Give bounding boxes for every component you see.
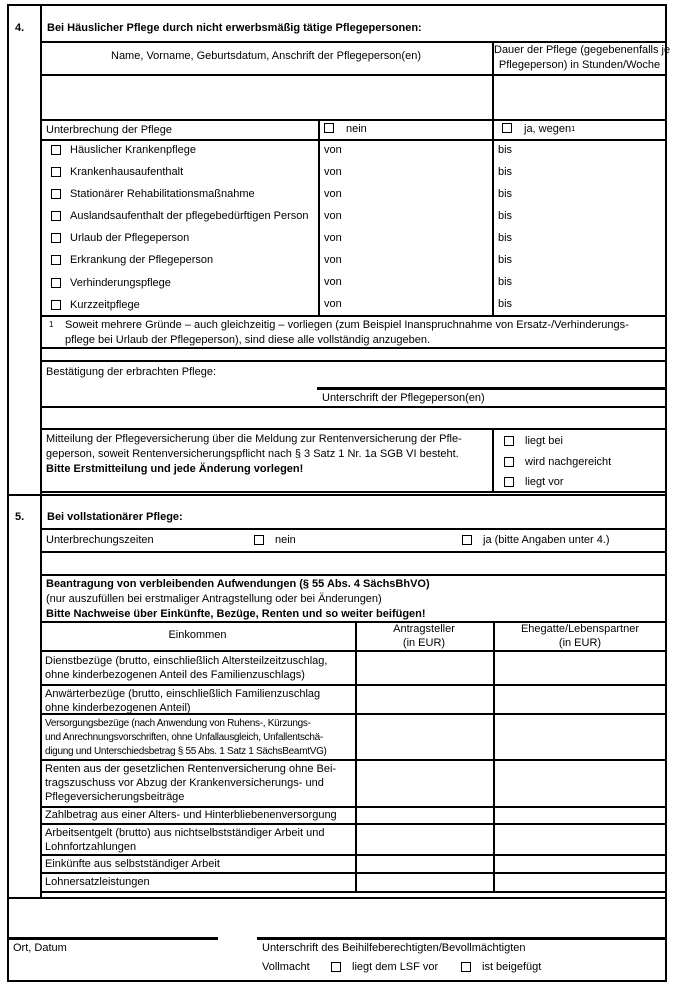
bis-field-7[interactable]: [494, 295, 665, 315]
bis-label: bis: [498, 232, 513, 244]
footnote-ref: 1: [571, 124, 576, 133]
footnote-line2: pflege bei Urlaub der Pflegeperson), sind diese alle vollständig anzugeben.: [65, 334, 431, 346]
applicant-amount-1[interactable]: [357, 686, 491, 712]
von-field-7[interactable]: [320, 295, 490, 315]
care-duration-entry-field[interactable]: [495, 77, 665, 117]
spouse-amount-7[interactable]: [495, 874, 665, 891]
application-subtitle: (nur auszufüllen bei erstmaliger Antragstellung oder bei Änderungen): [46, 593, 382, 605]
applicant-column-header-line2: (in EUR): [402, 637, 446, 649]
income-row-5-line2: Lohnfortzahlungen: [45, 841, 137, 853]
section5-yes-label: ja (bitte Angaben unter 4.): [483, 534, 610, 546]
bis-field-3[interactable]: [494, 207, 665, 228]
bis-label: bis: [498, 298, 513, 310]
income-row-4-line1: Zahlbetrag aus einer Alters- und Hinterbliebenenversorgung: [45, 809, 337, 821]
poa-attached-checkbox[interactable]: [461, 962, 471, 972]
reason-checkbox-4[interactable]: [51, 233, 61, 243]
bis-label: bis: [498, 188, 513, 200]
reason-label-0: Häuslicher Krankenpflege: [70, 144, 196, 156]
beneficiary-signature-field[interactable]: [259, 901, 664, 935]
reason-checkbox-3[interactable]: [51, 211, 61, 221]
bis-label: bis: [498, 276, 513, 288]
interruption-no-label: nein: [346, 123, 367, 135]
duration-column-header-line1: Dauer der Pflege (gegebenenfalls je: [494, 44, 671, 56]
interruption-yes-cell[interactable]: [494, 120, 665, 139]
interruption-no-cell[interactable]: [320, 120, 490, 139]
poa-lsf-checkbox[interactable]: [331, 962, 341, 972]
spouse-amount-4[interactable]: [495, 808, 665, 822]
notification-liegt-bei-checkbox[interactable]: [504, 436, 514, 446]
place-date-line: [7, 937, 218, 940]
reason-checkbox-1[interactable]: [51, 167, 61, 177]
income-row-1-line2: ohne kinderbezogenen Anteil): [45, 702, 191, 714]
divider-line: [40, 74, 667, 76]
section-divider-line: [7, 494, 667, 496]
applicant-amount-4[interactable]: [357, 808, 491, 822]
bis-field-0[interactable]: [494, 141, 665, 162]
bis-field-5[interactable]: [494, 251, 665, 272]
bis-field-4[interactable]: [494, 229, 665, 250]
section5-number: 5.: [15, 511, 25, 523]
reason-label-6: Verhinderungspflege: [70, 277, 171, 289]
notification-option-2: liegt vor: [525, 476, 564, 488]
von-label: von: [324, 144, 342, 156]
income-row-2-line3: digung und Unterschiedsbetrag § 55 Abs. 1 Satz 1 SächsBeamtVG): [45, 746, 327, 757]
section5-interruption-label: Unterbrechungszeiten: [46, 534, 154, 546]
income-row-3-line2: tragszuschuss vor Abzug der Krankenversicherungs- und: [45, 777, 324, 789]
interruption-no-checkbox[interactable]: [324, 123, 334, 133]
spouse-amount-6[interactable]: [495, 856, 665, 871]
applicant-column-header-line1: Antragsteller: [393, 623, 455, 635]
spouse-amount-1[interactable]: [495, 686, 665, 712]
applicant-amount-2[interactable]: [357, 715, 491, 758]
bis-field-2[interactable]: [494, 185, 665, 206]
income-column-header: Einkommen: [168, 629, 227, 641]
income-row-5-line1: Arbeitsentgelt (brutto) aus nichtselbstständiger Arbeit und: [45, 827, 325, 839]
interruption-yes-checkbox[interactable]: [502, 123, 512, 133]
divider-line: [40, 315, 667, 317]
income-row-0-line2: ohne kinderbezogenen Anteil des Familienzuschlags): [45, 669, 305, 681]
notification-liegt-vor-checkbox[interactable]: [504, 477, 514, 487]
reason-checkbox-7[interactable]: [51, 300, 61, 310]
spouse-amount-5[interactable]: [495, 825, 665, 853]
spouse-column-header-line1: Ehegatte/Lebenspartner: [520, 623, 640, 635]
income-row-3-line3: Pflegeversicherungsbeiträge: [45, 791, 185, 803]
bis-label: bis: [498, 166, 513, 178]
duration-column-header-line2: Pflegeperson) in Stunden/Woche: [498, 59, 661, 71]
confirmation-signature-label: Unterschrift der Pflegeperson(en): [322, 392, 485, 404]
von-label: von: [324, 188, 342, 200]
income-row-3-line1: Renten aus der gesetzlichen Rentenversicherung ohne Bei-: [45, 763, 337, 775]
notification-emphasis: Bitte Erstmitteilung und jede Änderung vorlegen!: [46, 463, 304, 475]
notification-nachgereicht-checkbox[interactable]: [504, 457, 514, 467]
divider-line: [40, 528, 667, 530]
bis-label: bis: [498, 210, 513, 222]
von-field-3[interactable]: [320, 207, 490, 228]
section5-no-checkbox[interactable]: [254, 535, 264, 545]
application-note: Bitte Nachweise über Einkünfte, Bezüge, Renten und so weiter beifügen!: [46, 608, 426, 620]
bis-field-6[interactable]: [494, 273, 665, 294]
name-column-header: Name, Vorname, Geburtsdatum, Anschrift der Pflegeperson(en): [111, 50, 421, 62]
reason-label-2: Stationärer Rehabilitationsmaßnahme: [70, 188, 255, 200]
von-label: von: [324, 276, 342, 288]
reason-label-3: Auslandsaufenthalt der pflegebedürftigen Person: [70, 210, 309, 222]
reason-label-1: Krankenhausaufenthalt: [70, 166, 184, 178]
section5-title: Bei vollstationärer Pflege:: [47, 511, 183, 523]
application-title: Beantragung von verbleibenden Aufwendungen (§ 55 Abs. 4 SächsBhVO): [46, 578, 430, 590]
confirmation-signature-area[interactable]: [319, 363, 663, 385]
income-row-6-line1: Einkünfte aus selbstständiger Arbeit: [45, 858, 220, 870]
bis-label: bis: [498, 144, 513, 156]
von-label: von: [324, 298, 342, 310]
applicant-amount-3[interactable]: [357, 761, 491, 805]
poa-label: Vollmacht: [262, 961, 310, 973]
bis-field-1[interactable]: [494, 163, 665, 184]
income-row-2-line1: Versorgungsbezüge (nach Anwendung von Ruhens-, Kürzungs-: [45, 718, 311, 729]
income-row-1-line1: Anwärterbezüge (brutto, einschließlich Familienzuschlag: [45, 688, 321, 700]
reason-checkbox-5[interactable]: [51, 255, 61, 265]
applicant-amount-6[interactable]: [357, 856, 491, 871]
von-label: von: [324, 232, 342, 244]
income-row-0-line1: Dienstbezüge (brutto, einschließlich Altersteilzeitzuschlag,: [45, 655, 328, 667]
reason-checkbox-0[interactable]: [51, 145, 61, 155]
applicant-amount-5[interactable]: [357, 825, 491, 853]
footer-divider-line: [7, 897, 667, 899]
von-field-5[interactable]: [320, 251, 490, 272]
applicant-amount-0[interactable]: [357, 652, 491, 683]
von-label: von: [324, 166, 342, 178]
von-field-2[interactable]: [320, 185, 490, 206]
notification-line1: Mitteilung der Pflegeversicherung über die Meldung zur Rentenversicherung der Pfle-: [46, 433, 462, 445]
confirmation-signature-line: [317, 387, 665, 390]
reason-label-4: Urlaub der Pflegeperson: [70, 232, 190, 244]
spouse-column-header-line2: (in EUR): [558, 637, 602, 649]
notification-option-1: wird nachgereicht: [525, 456, 612, 468]
applicant-amount-7[interactable]: [357, 874, 491, 891]
section5-yes-checkbox[interactable]: [462, 535, 472, 545]
poa-option1-label: liegt dem LSF vor: [352, 961, 439, 973]
bis-label: bis: [498, 254, 513, 266]
interruption-yes-label: ja, wegen$^1$: [524, 123, 576, 135]
interruption-label: Unterbrechung der Pflege: [46, 124, 172, 136]
spouse-amount-3[interactable]: [495, 761, 665, 805]
von-label: von: [324, 254, 342, 266]
income-row-2-line2: und Anrechnungsvorschriften, ohne Unfallausgleich, Unfallentschä-: [45, 732, 323, 743]
notification-line2: geperson, soweit Rentenversicherungspflicht nach § 3 Satz 1 Nr. 1a SGB VI besteht.: [46, 448, 459, 460]
von-field-0[interactable]: [320, 141, 490, 162]
reason-checkbox-6[interactable]: [51, 278, 61, 288]
footnote-marker: 1: [49, 320, 54, 329]
spouse-amount-2[interactable]: [495, 715, 665, 758]
reason-label-5: Erkrankung der Pflegeperson: [70, 254, 214, 266]
section5-no-label: nein: [275, 534, 296, 546]
von-field-4[interactable]: [320, 229, 490, 250]
divider-line: [492, 428, 494, 493]
reason-label-7: Kurzzeitpflege: [70, 299, 140, 311]
von-field-6[interactable]: [320, 273, 490, 294]
section4-number: 4.: [15, 22, 25, 34]
poa-option2-label: ist beigefügt: [482, 961, 542, 973]
beneficiary-signature-line: [257, 937, 667, 940]
von-field-1[interactable]: [320, 163, 490, 184]
place-date-entry-field[interactable]: [9, 901, 216, 935]
notification-option-0: liegt bei: [525, 435, 563, 447]
income-row-7-line1: Lohnersatzleistungen: [45, 876, 150, 888]
beneficiary-signature-label: Unterschrift des Beihilfeberechtigten/Bevollmächtigten: [262, 942, 526, 954]
spouse-amount-0[interactable]: [495, 652, 665, 683]
place-date-label: Ort, Datum: [13, 942, 67, 954]
von-label: von: [324, 210, 342, 222]
section4-title: Bei Häuslicher Pflege durch nicht erwerbsmäßig tätige Pflegepersonen:: [47, 22, 422, 34]
footnote-line1: Soweit mehrere Gründe – auch gleichzeitig – vorliegen (zum Beispiel Inanspruchnahme von Ersatz-/Verhinderungs-: [65, 319, 629, 331]
reason-checkbox-2[interactable]: [51, 189, 61, 199]
confirmation-label: Bestätigung der erbrachten Pflege:: [46, 366, 217, 378]
care-person-entry-field[interactable]: [42, 77, 490, 117]
divider-line: [40, 551, 667, 553]
